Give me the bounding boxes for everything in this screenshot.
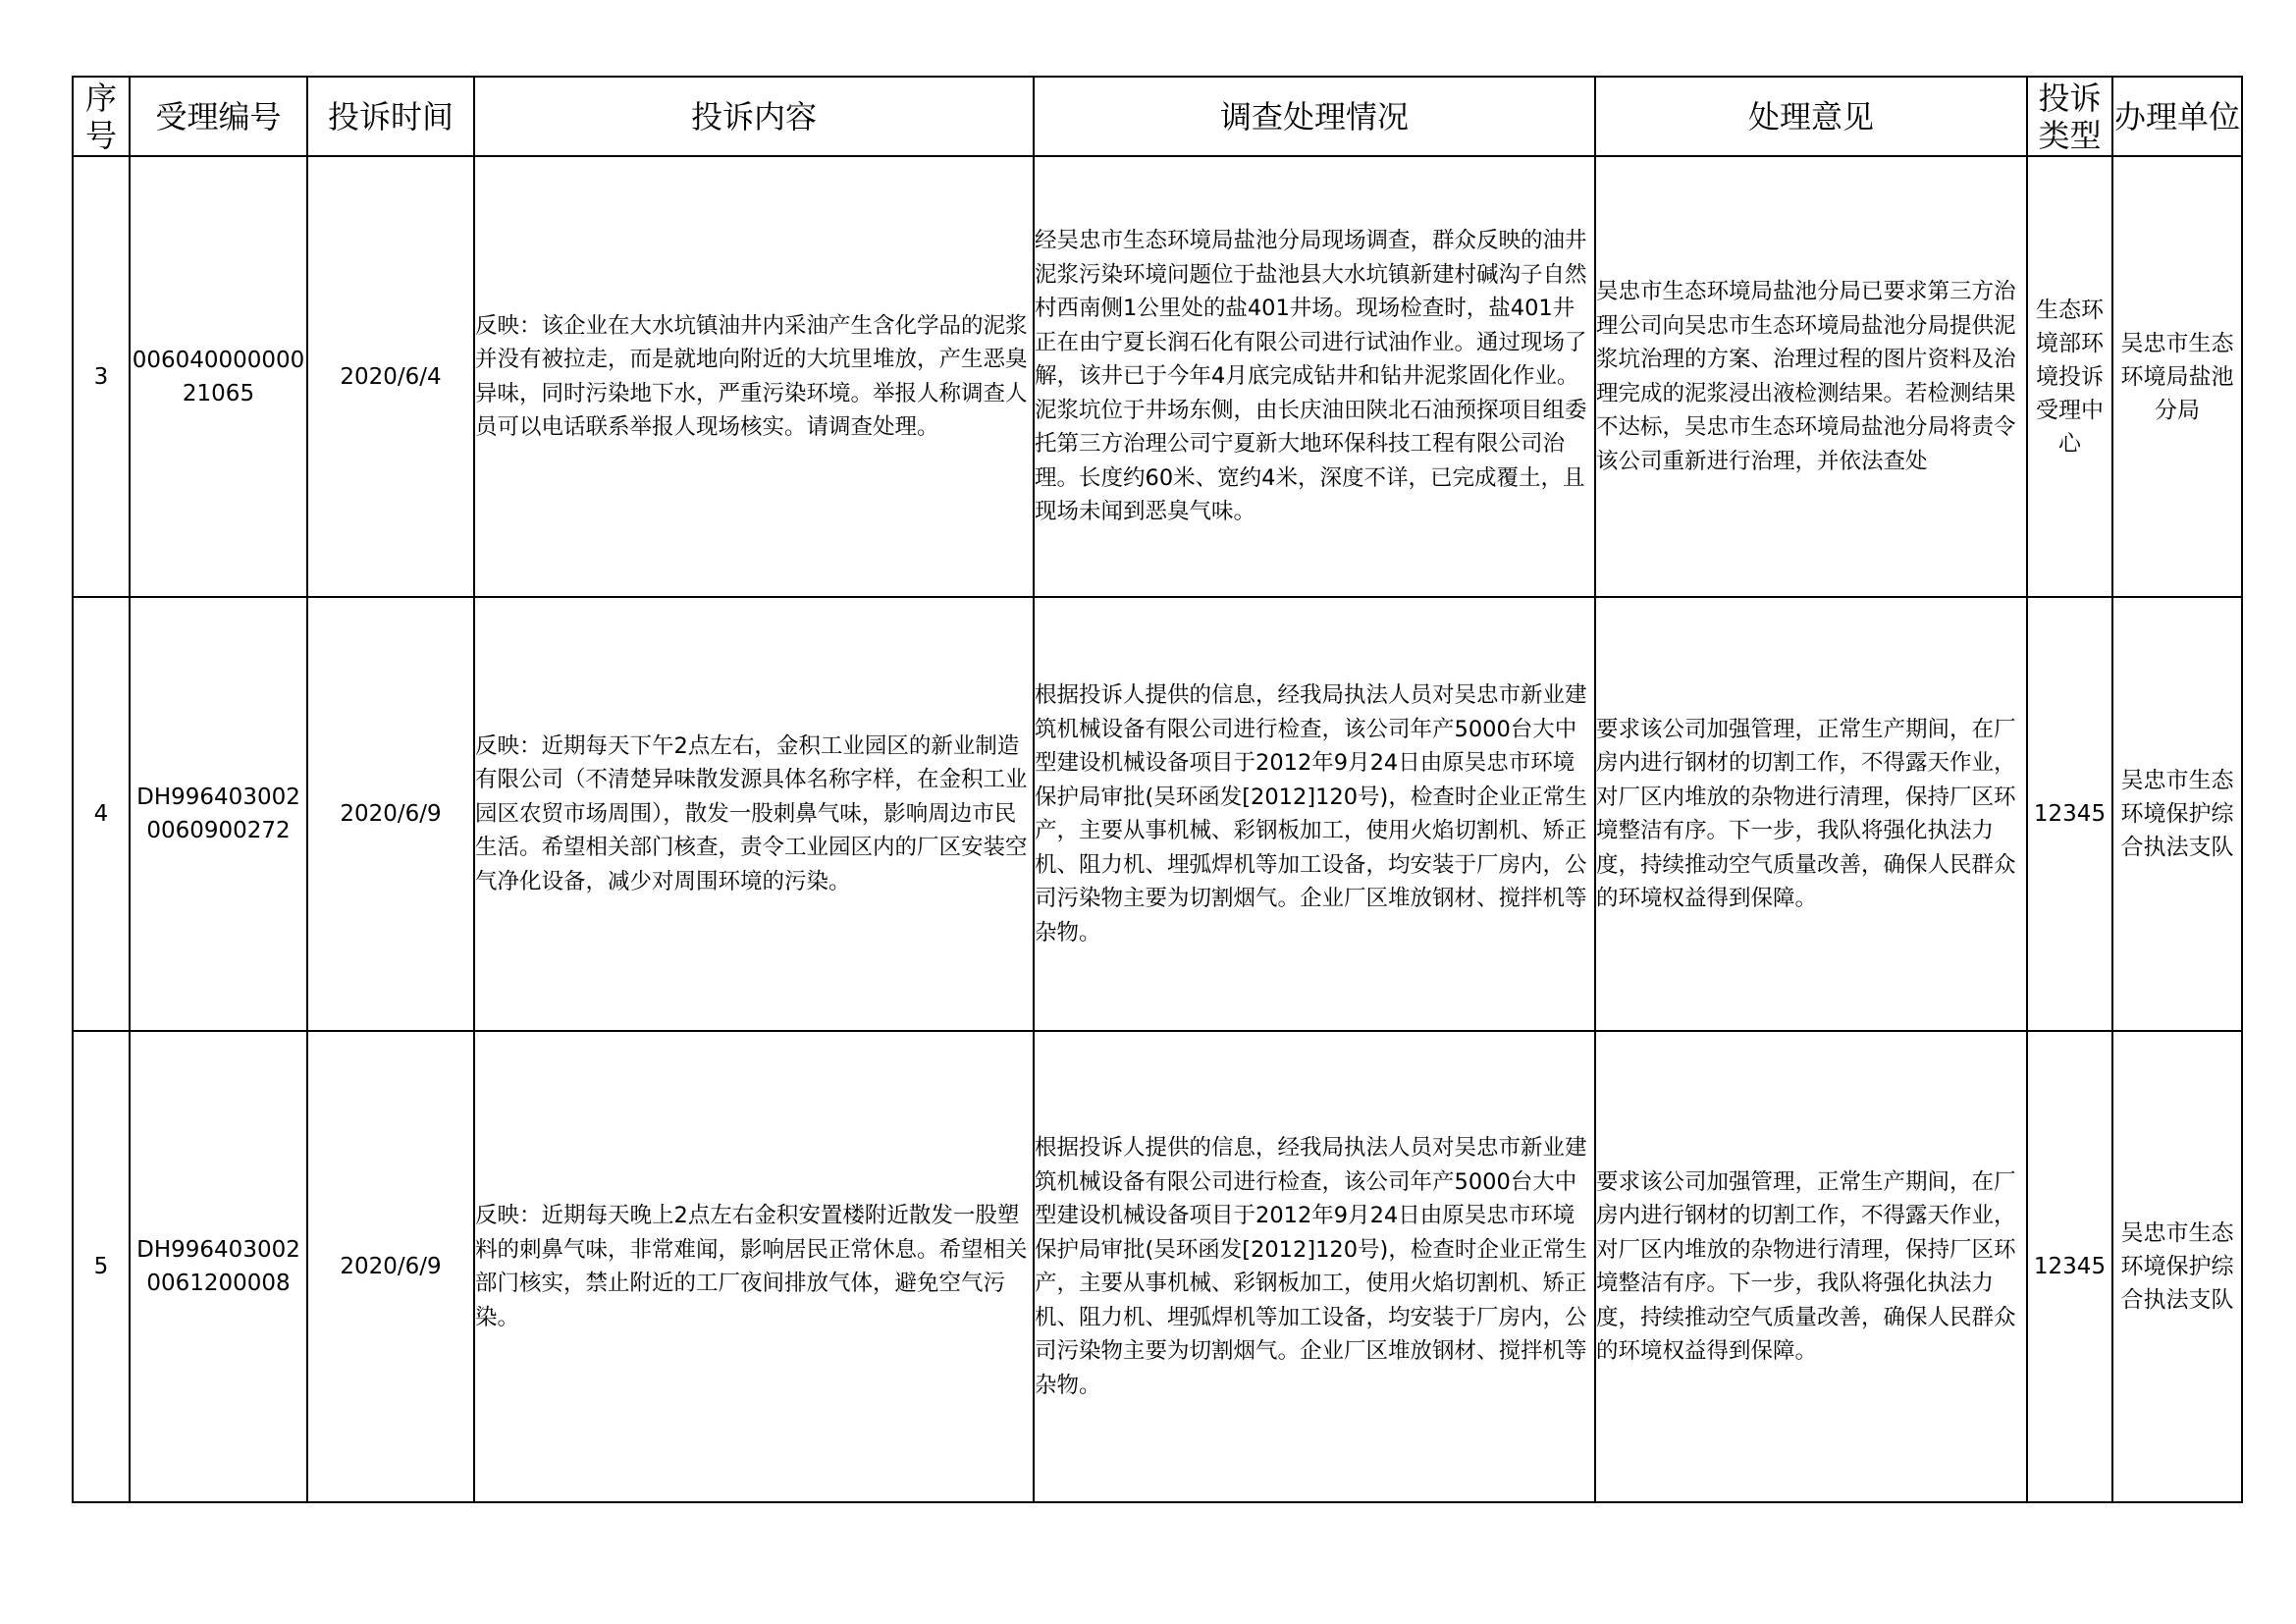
cell-date: 2020/6/9 [307,597,474,1031]
cell-id: DH9964030020060900272 [130,597,307,1031]
header-content: 投诉内容 [474,77,1034,156]
cell-content: 反映：近期每天晚上2点左右金积安置楼附近散发一股塑料的刺鼻气味，非常难闻，影响居民正常休息。希望相关部门核实，禁止附近的工厂夜间排放气体，避免空气污染。 [474,1031,1034,1502]
table-row [73,597,2242,1031]
cell-seq: 4 [73,597,130,1031]
header-date: 投诉时间 [307,77,474,156]
cell-investigation: 根据投诉人提供的信息，经我局执法人员对吴忠市新业建筑机械设备有限公司进行检查，该公司年产5000台大中型建设机械设备项目于2012年9月24日由原吴忠市环境保护局审批(吴环函发[2012]120号)，检查时企业正常生产，主要从事机械、彩钢板加工，使用火焰切割机、矫正机、阻力机、埋弧焊机等加工设备，均安装于厂房内，公司污染物主要为切割烟气。企业厂区堆放钢材、搅拌机等杂物。 [1034,1031,1595,1502]
header-row [73,77,2242,156]
complaints-table [72,76,2243,1503]
cell-opinion: 要求该公司加强管理，正常生产期间，在厂房内进行钢材的切割工作，不得露天作业，对厂区内堆放的杂物进行清理，保持厂区环境整洁有序。下一步，我队将强化执法力度，持续推动空气质量改善，确保人民群众的环境权益得到保障。 [1595,597,2027,1031]
cell-id: 00604000000021065 [130,156,307,597]
table-row [73,156,2242,597]
cell-seq: 5 [73,1031,130,1502]
header-opinion: 处理意见 [1595,77,2027,156]
cell-type: 生态环境部环境投诉受理中心 [2027,156,2112,597]
table-row [73,1031,2242,1502]
header-type: 投诉类型 [2027,77,2112,156]
cell-date: 2020/6/4 [307,156,474,597]
cell-date: 2020/6/9 [307,1031,474,1502]
cell-opinion: 要求该公司加强管理，正常生产期间，在厂房内进行钢材的切割工作，不得露天作业，对厂区内堆放的杂物进行清理，保持厂区环境整洁有序。下一步，我队将强化执法力度，持续推动空气质量改善，确保人民群众的环境权益得到保障。 [1595,1031,2027,1502]
cell-unit: 吴忠市生态环境局盐池分局 [2112,156,2242,597]
cell-seq: 3 [73,156,130,597]
header-seq: 序号 [73,77,130,156]
cell-opinion: 吴忠市生态环境局盐池分局已要求第三方治理公司向吴忠市生态环境局盐池分局提供泥浆坑治理的方案、治理过程的图片资料及治理完成的泥浆浸出液检测结果。若检测结果不达标，吴忠市生态环境局盐池分局将责令该公司重新进行治理，并依法查处 [1595,156,2027,597]
header-investigation: 调查处理情况 [1034,77,1595,156]
cell-type: 12345 [2027,1031,2112,1502]
cell-id: DH9964030020061200008 [130,1031,307,1502]
cell-content: 反映：该企业在大水坑镇油井内采油产生含化学品的泥浆并没有被拉走，而是就地向附近的大坑里堆放，产生恶臭异味，同时污染地下水，严重污染环境。举报人称调查人员可以电话联系举报人现场核实。请调查处理。 [474,156,1034,597]
cell-unit: 吴忠市生态环境保护综合执法支队 [2112,1031,2242,1502]
cell-investigation: 经吴忠市生态环境局盐池分局现场调查，群众反映的油井泥浆污染环境问题位于盐池县大水坑镇新建村碱沟子自然村西南侧1公里处的盐401井场。现场检查时，盐401井正在由宁夏长润石化有限公司进行试油作业。通过现场了解，该井已于今年4月底完成钻井和钻井泥浆固化作业。泥浆坑位于井场东侧，由长庆油田陕北石油预探项目组委托第三方治理公司宁夏新大地环保科技工程有限公司治理。长度约60米、宽约4米，深度不详，已完成覆土，且现场未闻到恶臭气味。 [1034,156,1595,597]
cell-investigation: 根据投诉人提供的信息，经我局执法人员对吴忠市新业建筑机械设备有限公司进行检查，该公司年产5000台大中型建设机械设备项目于2012年9月24日由原吴忠市环境保护局审批(吴环函发[2012]120号)，检查时企业正常生产，主要从事机械、彩钢板加工，使用火焰切割机、矫正机、阻力机、埋弧焊机等加工设备，均安装于厂房内，公司污染物主要为切割烟气。企业厂区堆放钢材、搅拌机等杂物。 [1034,597,1595,1031]
cell-unit: 吴忠市生态环境保护综合执法支队 [2112,597,2242,1031]
cell-content: 反映：近期每天下午2点左右，金积工业园区的新业制造有限公司（不清楚异味散发源具体名称字样，在金积工业园区农贸市场周围），散发一股刺鼻气味，影响周边市民生活。希望相关部门核查，责令工业园区内的厂区安装空气净化设备，减少对周围环境的污染。 [474,597,1034,1031]
header-id: 受理编号 [130,77,307,156]
header-unit: 办理单位 [2112,77,2242,156]
cell-type: 12345 [2027,597,2112,1031]
